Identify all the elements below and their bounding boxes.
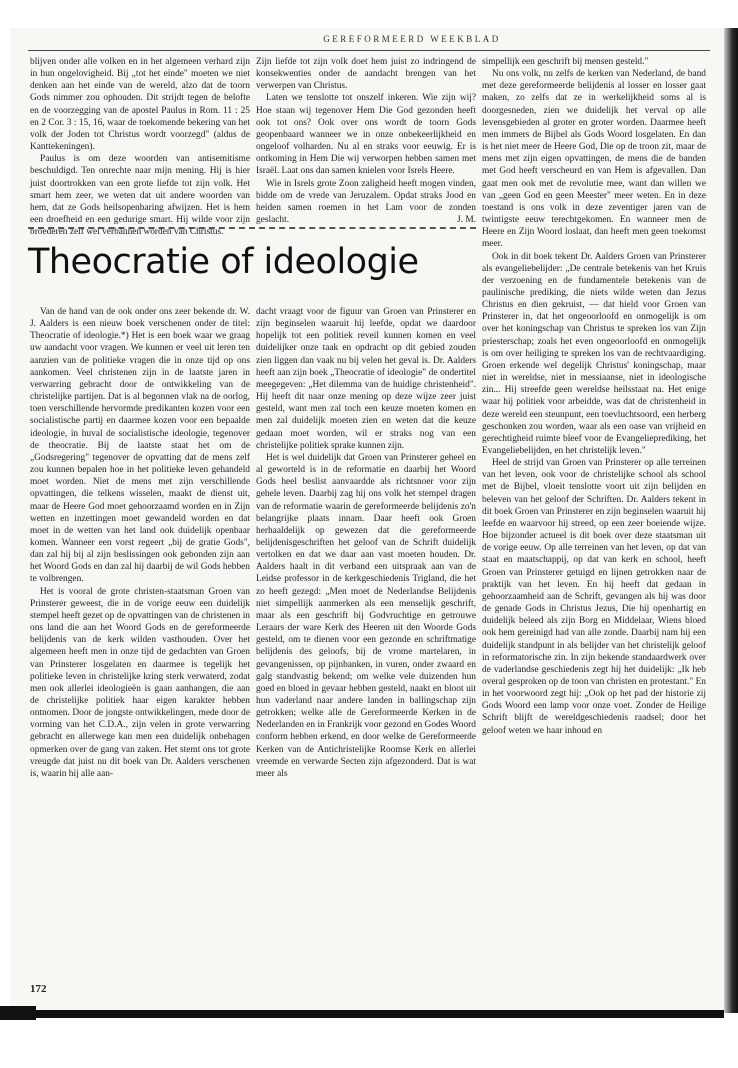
paragraph: Zijn liefde tot zijn volk doet hem juist zo indringend de konsekwenties onder de aandacht brengen van het verwerpen van Christus.	[256, 57, 476, 92]
paragraph: Ook in dit boek tekent Dr. Aalders Groen van Prinsterer als evangeliebelijder: „De centrale betekenis van het Kruis der verzoening en de fundamentele betekenis van de paulinische prediking, die niets wilde weten dan Jezus Christus en dien gekruist, — dat hield voor Groen van Prinsterer in, dat het ongeoorloofd en onmogelijk is om over het koningschap van Christus te spreken los van Zijn priesterschap; zoals het even ongeoorloofd en onmogelijk is om over heiliging te spreken los van de rechtvaardiging. Groen erkende wel degelijk Christus' koningschap, maar niet in wereldse, niet in messiaanse, niet in ideologische zin... Hij streefde geen wereldse heilsstaat na. Het enige waar hij politiek voor arbeidde, was dat de christenheid in deze wereld een steunpunt, een toevluchtsoord, een herberg geschonken zou worden, waar als een oase van vrijheid en gerechtigheid ruimte bleef voor de Evangelieprediking, het Evangeliebelijden, en het christelijk leven."	[482, 251, 706, 456]
prev-article-column-1	[30, 56, 250, 238]
paragraph: Het is vooral de grote christen-staatsman Groen van Prinsterer geweest, die in de vorige eeuw een duidelijk stempel heeft gezet op de opvattingen van de christenen in ons land die aan het Woord Gods en de gereformeerde belijdenis van de kerk wilden vasthouden. Over het algemeen heeft men in onze tijd de gedachten van Groen van Prinsterer losgelaten en daarmee is tegelijk het politieke leven in christelijke kring sterk verwaterd, zodat men ook allerlei ideologieën is gaan aanhangen, die aan de christelijke politiek haar eigen karakter hebben ontnomen. Door de jongste ontwikkelingen, mede door de vorming van het C.D.A., zijn velen in grote verwarring gebracht en allerwege kan men een duidelijk onbehagen opmerken over de gang van zaken. Het stemt ons tot grote vreugde dat juist nu dit boek van Dr. Aalders verschenen is, waarin hij alle aan-	[30, 586, 250, 779]
author-signature: J. M.	[456, 215, 476, 226]
running-header: GEREFORMEERD WEEKBLAD	[323, 34, 501, 44]
paragraph: Paulus is om deze woorden van antisemitisme beschuldigd. Ten onrechte naar mijn mening. Hij is hier juist doortrokken van een grote liefde tot zijn volk. Het smart hem zeer, we weten dat uit andere woorden van hem, dat ze Gods heilsopenbaring afwijzen. Het is hem een droefheid en een gedurige smart. Hij wilde voor zijn broederen zelf wel verbannen worden van Christus.	[30, 154, 250, 238]
article-divider	[28, 227, 476, 229]
paragraph: Het is wel duidelijk dat Groen van Prinsterer geheel en al geworteld is in de reformatie en daarbij het Woord Gods heel beslist aanvaardde als richtsnoer voor zijn gehele leven. Daarbij zag hij ons volk het stempel dragen van de reformatie waarin de gereformeerde belijdenis zo'n belangrijke plaats innam. Daar heeft ook Groen herhaaldelijk op gewezen dat die gereformeerde belijdenisgeschriften het geloof van de Schrift duidelijk vertolken en dat we daar aan vast moeten houden. Dr. Aalders haalt in dit verband een uitspraak aan van de Leidse professor in de kerkgeschiedenis Trigland, die het zo heeft gezegd: „Men moet de Nederlandse Belijdenis niet simpellijk aanmerken als een menselijk geschrift, maar als een geschrift bij Godvruchtige en getrouwe Leraars der ware Kerk des Heeren uit den Woorde Gods gesteld, om te dienen voor een gezonde en schriftmatige belijdenis des geloofs, bij de vrome martelaren, in gevangenissen, op pijnbanken, in vuren, onder zwaard en galg standvastig bekend; om welke vele duizenden hun goed en bloed in gevaar hebben gesteld, naakt en bloot uit hun vaderland naar andere landen in ballingschap zijn getrokken; welke alle de Gereformeerde Kerken in de Nederlanden en in Frankrijk voor gezond en Godes Woord conform hebben erkend, en door welke de Gereformeerde Kerken van de Antichristelijke Roomse Kerk en allerlei vreemde en verwarde Secten zijn afgezonderd. Dat is wat meer als	[256, 452, 476, 779]
paragraph: Van de hand van de ook onder ons zeer bekende dr. W. J. Aalders is een nieuw boek verschenen onder de titel: Theocratie of ideologie.*) Het is een boek waar we graag uw aandacht voor vragen. We kunnen er veel uit leren ten aanzien van de politieke vragen die in onze tijd op ons aankomen. Veel christenen zijn in de laatste jaren in verwarring gebracht door de ontwikkeling van de christelijke partijen. Dat is al begonnen vlak na de oorlog, toen verschillende hervormde predikanten kozen voor een socialistische partij en daarmee kozen voor een bepaalde ideologie, in huval de socialistische ideologie, tegenover de theocratie. Bij de laatste staat het om de „Godsregering" tegenover de opvatting dat de mens zelf zou kunnen bepalen hoe in het politieke leven gehandeld moet worden. Niet de mens met zijn verschillende opvattingen, die telkens wisselen, maakt de dienst uit, maar de Heere God moet gehoorzaamd worden en in Zijn wetten en inzettingen moet gewandeld worden en dat moet in de wetten van het land ook duidelijk openbaar komen. Wanneer een vorst regeert „bij de gratie Gods", dan zal hij bij al zijn beslissingen ook gebonden zijn aan het Woord Gods en dan zal hij daarbij de wil Gods hebben te volbrengen.	[30, 307, 250, 585]
paragraph: Nu ons volk, nu zelfs de kerken van Nederland, de band met deze gereformeerde belijdenis al losser en losser gaat maken, zo zelfs dat ze in werkelijkheid soms al is doorgesneden, zien we duidelijk het verval op alle levensgebieden al groter en groter worden. Daarmee heeft men immers de Bijbel als Gods Woord losgelaten. En dan is het niet meer de Heere God, Die op de troon zit, maar de mens met zijn eigen opvattingen, de mens die de banden met God heeft verscheurd en van Hem is afgevallen. Dan gaat men ook met de revolutie mee, want dan willen we van „geen God en geen Meester" meer weten. En in deze toestand is ons volk in deze zeventiger jaren van de twintigste eeuw terechtgekomen. En wanneer men de Heere en Zijn Woord loslaat, dan heeft men geen toekomst meer.	[482, 69, 706, 250]
paragraph: dacht vraagt voor de figuur van Groen van Prinsterer en zijn beginselen waaruit hij leefde, opdat we daardoor hopelijk tot een politiek reveil kunnen komen en veel duidelijker onze taak en opdracht op dit gebied zouden zien liggen dan vaak nu bij velen het geval is. Dr. Aalders heeft aan zijn boek „Theocratie of ideologie" de ondertitel meegegeven: „Het dilemma van de huidige christenheid". Hij heeft dit naar onze mening op deze wijze zeer juist gesteld, want men zal toch een keuze moeten komen en men zal duidelijk moeten zien en weten dat die keuze gedaan moet worden, wil er straks nog van een christelijke politiek sprake kunnen zijn.	[256, 307, 476, 451]
prev-article-column-2	[256, 56, 476, 226]
header-rule	[28, 50, 710, 51]
scan-edge-right	[724, 28, 738, 1013]
paragraph: blijven onder alle volken en in het algemeen verhard zijn in hun ongelovigheid. Bij „tot het einde" moeten we niet denken aan het einde van de wereld, alzo dat de toorn Gods nimmer zou ophouden. Dit strijdt tegen de belofte en de voorzegging van de apostel Paulus in Rom. 11 : 25 en 2 Cor. 3 : 15, 16, waar de toekomende bekering van het volk der Joden tot Christus wordt voorzegd" (aldus de Kanttekeningen).	[30, 57, 250, 153]
scan-shadow-stub	[0, 1006, 36, 1020]
scan-margin-top	[0, 0, 738, 28]
paragraph: simpellijk een geschrift bij mensen gesteld."	[482, 57, 649, 67]
article-title: Theocratie of ideologie	[28, 242, 419, 282]
paragraph: Laten we tenslotte tot onszelf inkeren. Wie zijn wij? Hoe staan wij tegenover Hem Die God gezonden heeft ook tot ons? Ook over ons wordt de toorn Gods geopenbaard wanneer we in onze onbekeerlijkheid en ongeloof volharden. Nu al en straks voor eeuwig. Er is ontkoming in Hem Die wij verworpen hebben samen met Israël. Laat ons dan samen knielen voor Isrels Heere.	[256, 93, 476, 177]
scan-shadow-bar	[0, 1010, 724, 1018]
article-column-2	[256, 306, 476, 780]
article-column-3	[482, 56, 706, 737]
article-column-1	[30, 306, 250, 780]
page-number: 172	[30, 983, 47, 995]
scan-margin-bottom	[0, 1013, 738, 1068]
paragraph: Wie in Isrels grote Zoon zaligheid heeft mogen vinden, bidde om de vrede van Jeruzalem. Opdat straks Jood en heiden samen roemen in het Lam voor de zonden geslacht.	[256, 178, 476, 226]
paragraph: Heel de strijd van Groen van Prinsterer op alle terreinen van het leven, ook voor de christelijke school als school met de Bijbel, vloeit tenslotte voort uit zijn belijden en beleven van het geloof der Schriften. Dr. Aalders tekent in dit boek Groen van Prinsterer en zijn beginselen waaruit hij leefde en waarvoor hij streed, op een zeer boeiende wijze. Hoe bijzonder actueel is dit boek over deze staatsman uit de vorige eeuw. Op alle terreinen van het leven, op dat van staat en maatschappij, op dat van kerk en school, heeft Groen van Prinsterer getuigd en lijnen getrokken naar de praktijk van het leven. En hij heeft dat gedaan in gehoorzaamheid aan de Schrift, gevangen als hij was door de genade Gods in Christus Jezus, Die hij openhartig en duidelijk beleed als zijn Borg en Middelaar, Wiens bloed ook hem gereinigd had van alle zonde. Daarbij nam hij een duidelijk standpunt in als belijder van het christelijk geloof in reformatorische zin. In zijn bekende standaardwerk over de vaderlandse geschiedenis zegt hij het duidelijk: „Ik heb overal gesproken op de toon van christen en protestant." En in het voorwoord zegt hij: „Ook op het pad der historie zij Gods Woord een lamp voor onze voet. Zonder de Heilige Schrift blijft de wereldgeschiedenis raadsel; door het geloof weten we haar inhoud en	[482, 458, 706, 736]
